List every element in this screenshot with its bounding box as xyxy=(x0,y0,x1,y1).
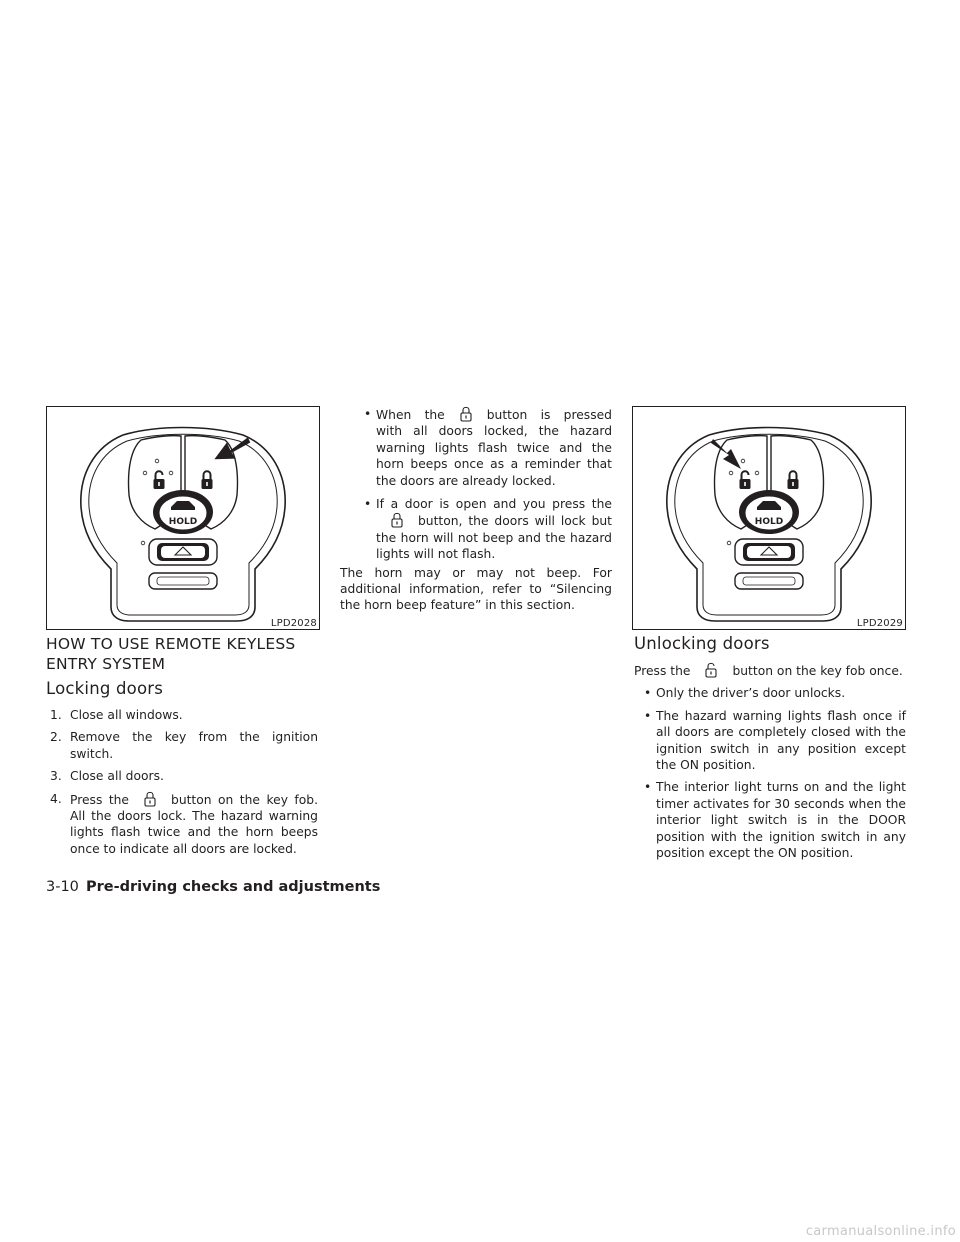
list-item: • Only the driver’s door unlocks. xyxy=(644,686,846,701)
bullet: • xyxy=(364,497,372,512)
intro-line: Press the button on the key fob once. xyxy=(634,664,903,678)
list-item: 4. Press the button on the key fob. All the doors lock. The hazard warning lights flash twice and the horn beeps once to indicate all doors are locked. xyxy=(50,791,319,856)
unlock-icon xyxy=(690,662,732,678)
hold-label: HOLD xyxy=(168,517,198,527)
watermark: carmanualsonline.info xyxy=(805,1224,956,1239)
key-fob-illustration xyxy=(47,407,319,629)
list-item: • If a door is open and you press the button, the doors will lock but the horn will not beep and the hazard lights will not flash. xyxy=(364,497,612,562)
list-item: 3. Close all doors. xyxy=(50,769,164,784)
bullet: • xyxy=(364,407,372,421)
bullet: • xyxy=(644,780,652,795)
hold-label: HOLD xyxy=(754,517,784,527)
page-footer xyxy=(46,876,380,895)
list-item: • When the button is pressed with all doors locked, the hazard warning lights flash twice and the horn beeps once as a reminder that the doors are already locked. xyxy=(364,407,612,488)
figure-code-right: LPD2029 xyxy=(856,618,903,629)
step-list xyxy=(50,707,318,857)
subheading-locking-doors: Locking doors xyxy=(46,679,164,698)
figure-unlock-key-fob xyxy=(632,406,906,630)
figure-lock-key-fob xyxy=(46,406,320,630)
list-item: • The interior light turns on and the light timer activates for 30 seconds when the interior light switch is in the DOOR position with the ignition switch in any position except the ON position. xyxy=(644,780,906,861)
body-paragraph: The horn may or may not beep. For additional information, refer to “Silencing the horn beep feature” in this section. xyxy=(340,565,612,613)
figure-code-left: LPD2028 xyxy=(270,618,317,629)
middle-column xyxy=(340,406,612,614)
subheading-unlocking-doors: Unlocking doors xyxy=(634,634,770,653)
bullet: • xyxy=(644,686,652,701)
lock-icon xyxy=(376,512,418,528)
bullet: • xyxy=(644,708,652,723)
lock-icon xyxy=(129,791,171,807)
section-heading: HOW TO USE REMOTE KEYLESS ENTRY SYSTEM xyxy=(46,635,296,673)
lock-icon xyxy=(445,406,487,422)
right-column xyxy=(634,662,906,861)
page-number: 3-10 xyxy=(46,879,79,895)
list-item: 1. Close all windows. xyxy=(50,708,183,722)
key-fob-illustration xyxy=(633,407,905,629)
section-title: Pre-driving checks and adjustments xyxy=(86,879,381,895)
list-item: 2. Remove the key from the ignition switch. xyxy=(50,730,318,761)
list-item: • The hazard warning lights flash once if all doors are completely closed with the ignition switch in any position except the ON position. xyxy=(644,708,906,773)
